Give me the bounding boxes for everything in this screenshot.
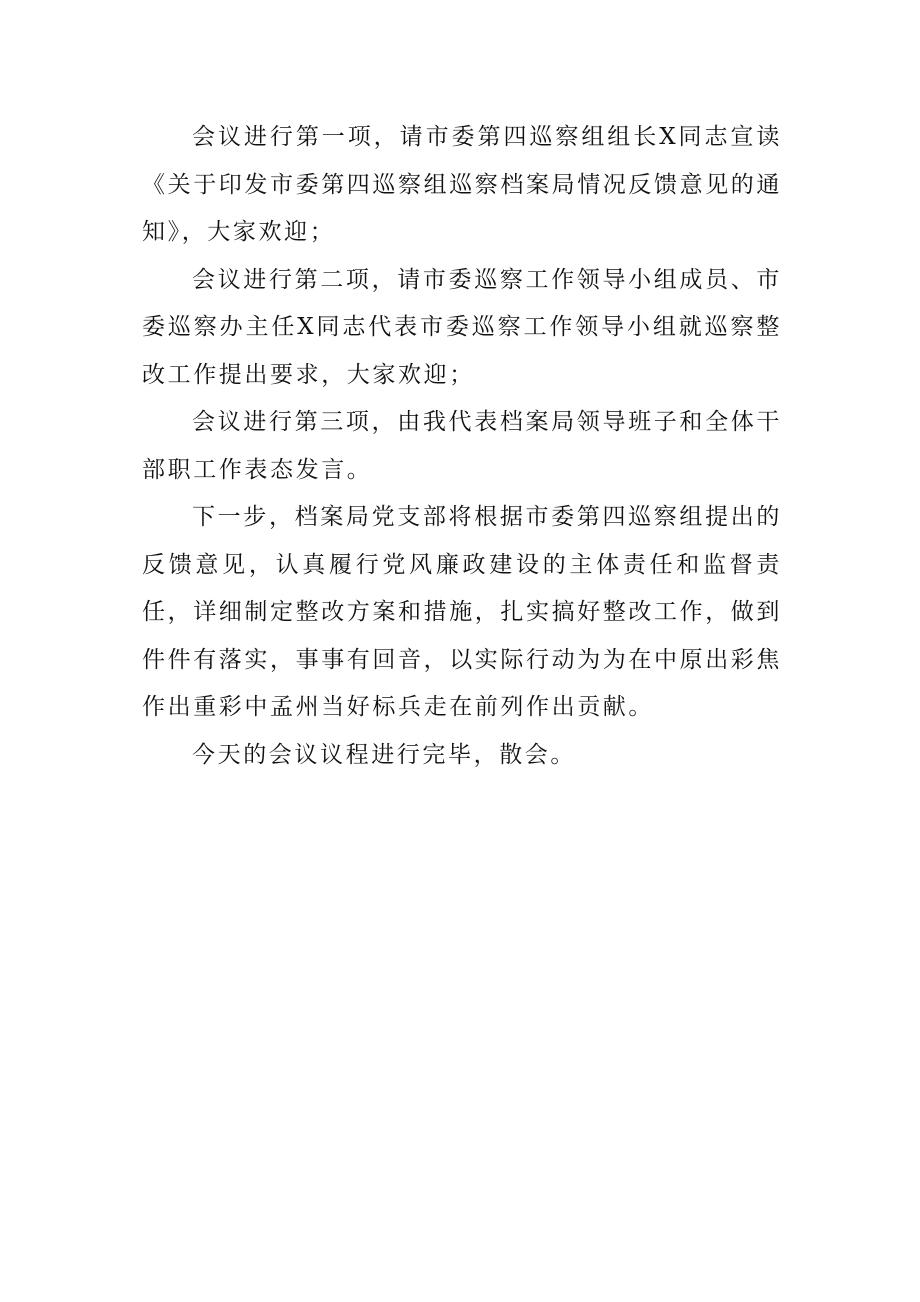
paragraph-next-steps: 下一步，档案局党支部将根据市委第四巡察组提出的反馈意见，认真履行党风廉政建设的主体责任和监督责任，详细制定整改方案和措施，扎实搞好整改工作，做到件件有落实，事事有回音，以实际行动为为在中原出彩焦作出重彩中孟州当好标兵走在前列作出贡献。 [142,504,782,720]
paragraph-agenda-item-3: 会议进行第三项，由我代表档案局领导班子和全体干部职工作表态发言。 [142,409,782,483]
paragraph-agenda-item-2: 会议进行第二项，请市委巡察工作领导小组成员、市委巡察办主任X同志代表市委巡察工作领导小组就巡察整改工作提出要求，大家欢迎； [142,266,782,388]
document-body [142,114,782,779]
paragraph-closing: 今天的会议议程进行完毕，散会。 [192,741,576,768]
paragraph-agenda-item-1: 会议进行第一项，请市委第四巡察组组长X同志宣读《关于印发市委第四巡察组巡察档案局情况反馈意见的通知》，大家欢迎； [142,124,782,245]
